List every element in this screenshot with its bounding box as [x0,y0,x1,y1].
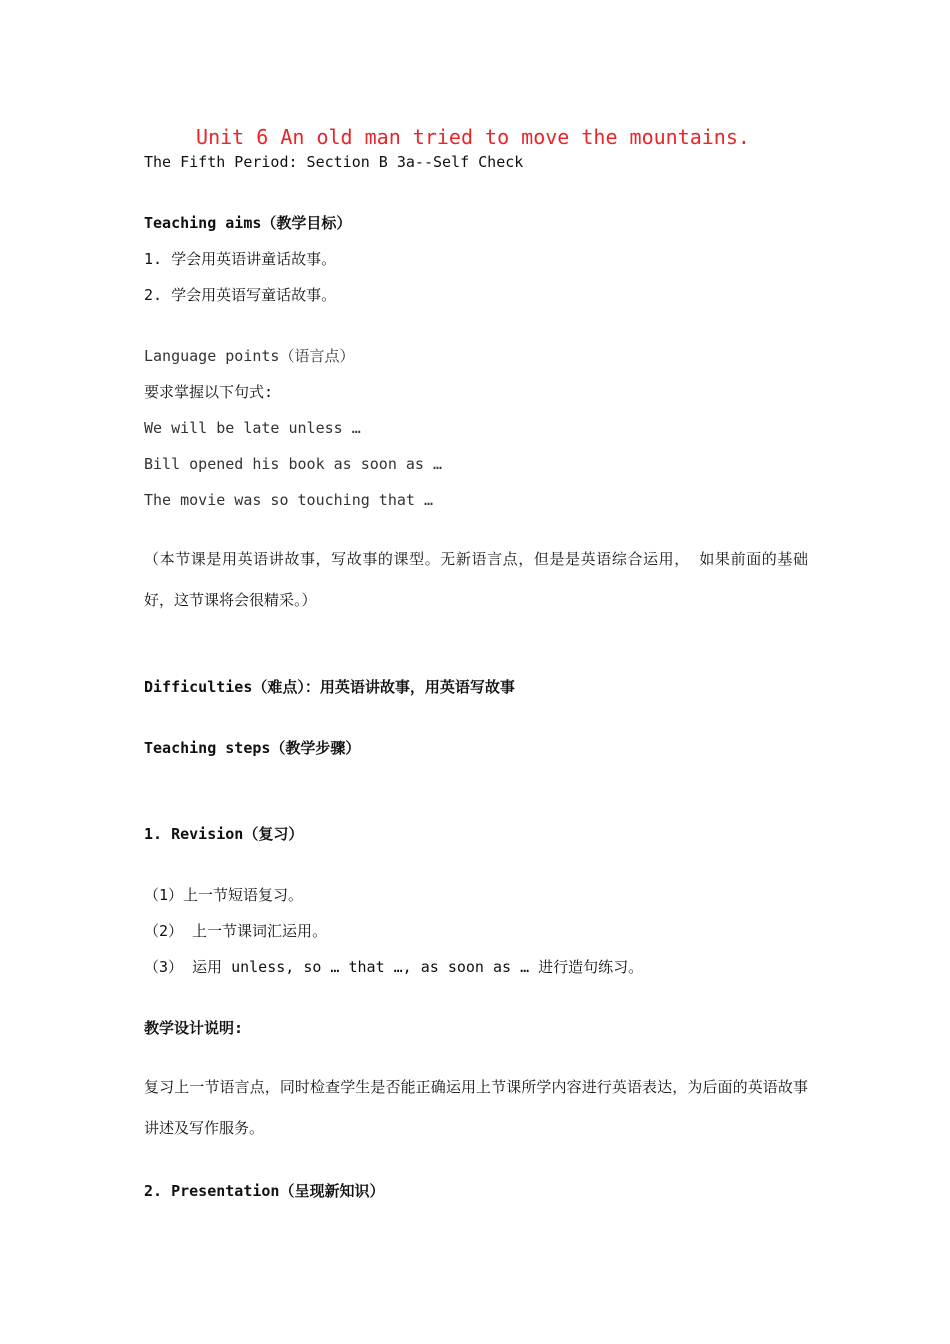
language-points-heading: Language points（语言点） [144,347,355,365]
lesson-note-paragraph: （本节课是用英语讲故事，写故事的课型。无新语言点，但是是英语综合运用， 如果前面的基础好，这节课将会很精采。） [144,550,808,609]
teaching-aims-heading: Teaching aims（教学目标） [144,214,352,232]
design-note-heading: 教学设计说明: [144,1019,244,1037]
teaching-aim-item-1: 1. 学会用英语讲童话故事。 [144,250,337,268]
difficulties-line: Difficulties（难点）：用英语讲故事，用英语写故事 [144,678,515,696]
revision-heading: 1. Revision（复习） [144,825,304,843]
language-point-sentence-2: Bill opened his book as soon as … [144,455,443,473]
teaching-aim-item-2: 2. 学会用英语写童话故事。 [144,286,337,304]
presentation-heading: 2. Presentation（呈现新知识） [144,1182,385,1200]
language-points-intro: 要求掌握以下句式: [144,383,274,401]
document-title: Unit 6 An old man tried to move the mountains. [196,125,750,149]
revision-item-3: （3） 运用 unless, so … that …, as soon as … 进行造句练习。 [144,958,644,976]
design-note-paragraph: 复习上一节语言点，同时检查学生是否能正确运用上节课所学内容进行英语表达，为后面的英语故事讲述及写作服务。 [144,1078,808,1137]
revision-item-1: （1）上一节短语复习。 [144,886,304,904]
revision-item-2: （2） 上一节课词汇运用。 [144,922,328,940]
language-point-sentence-1: We will be late unless … [144,419,361,437]
language-point-sentence-3: The movie was so touching that … [144,491,433,509]
period-subtitle: The Fifth Period: Section B 3a--Self Check [144,153,524,171]
teaching-steps-heading: Teaching steps（教学步骤） [144,739,361,757]
